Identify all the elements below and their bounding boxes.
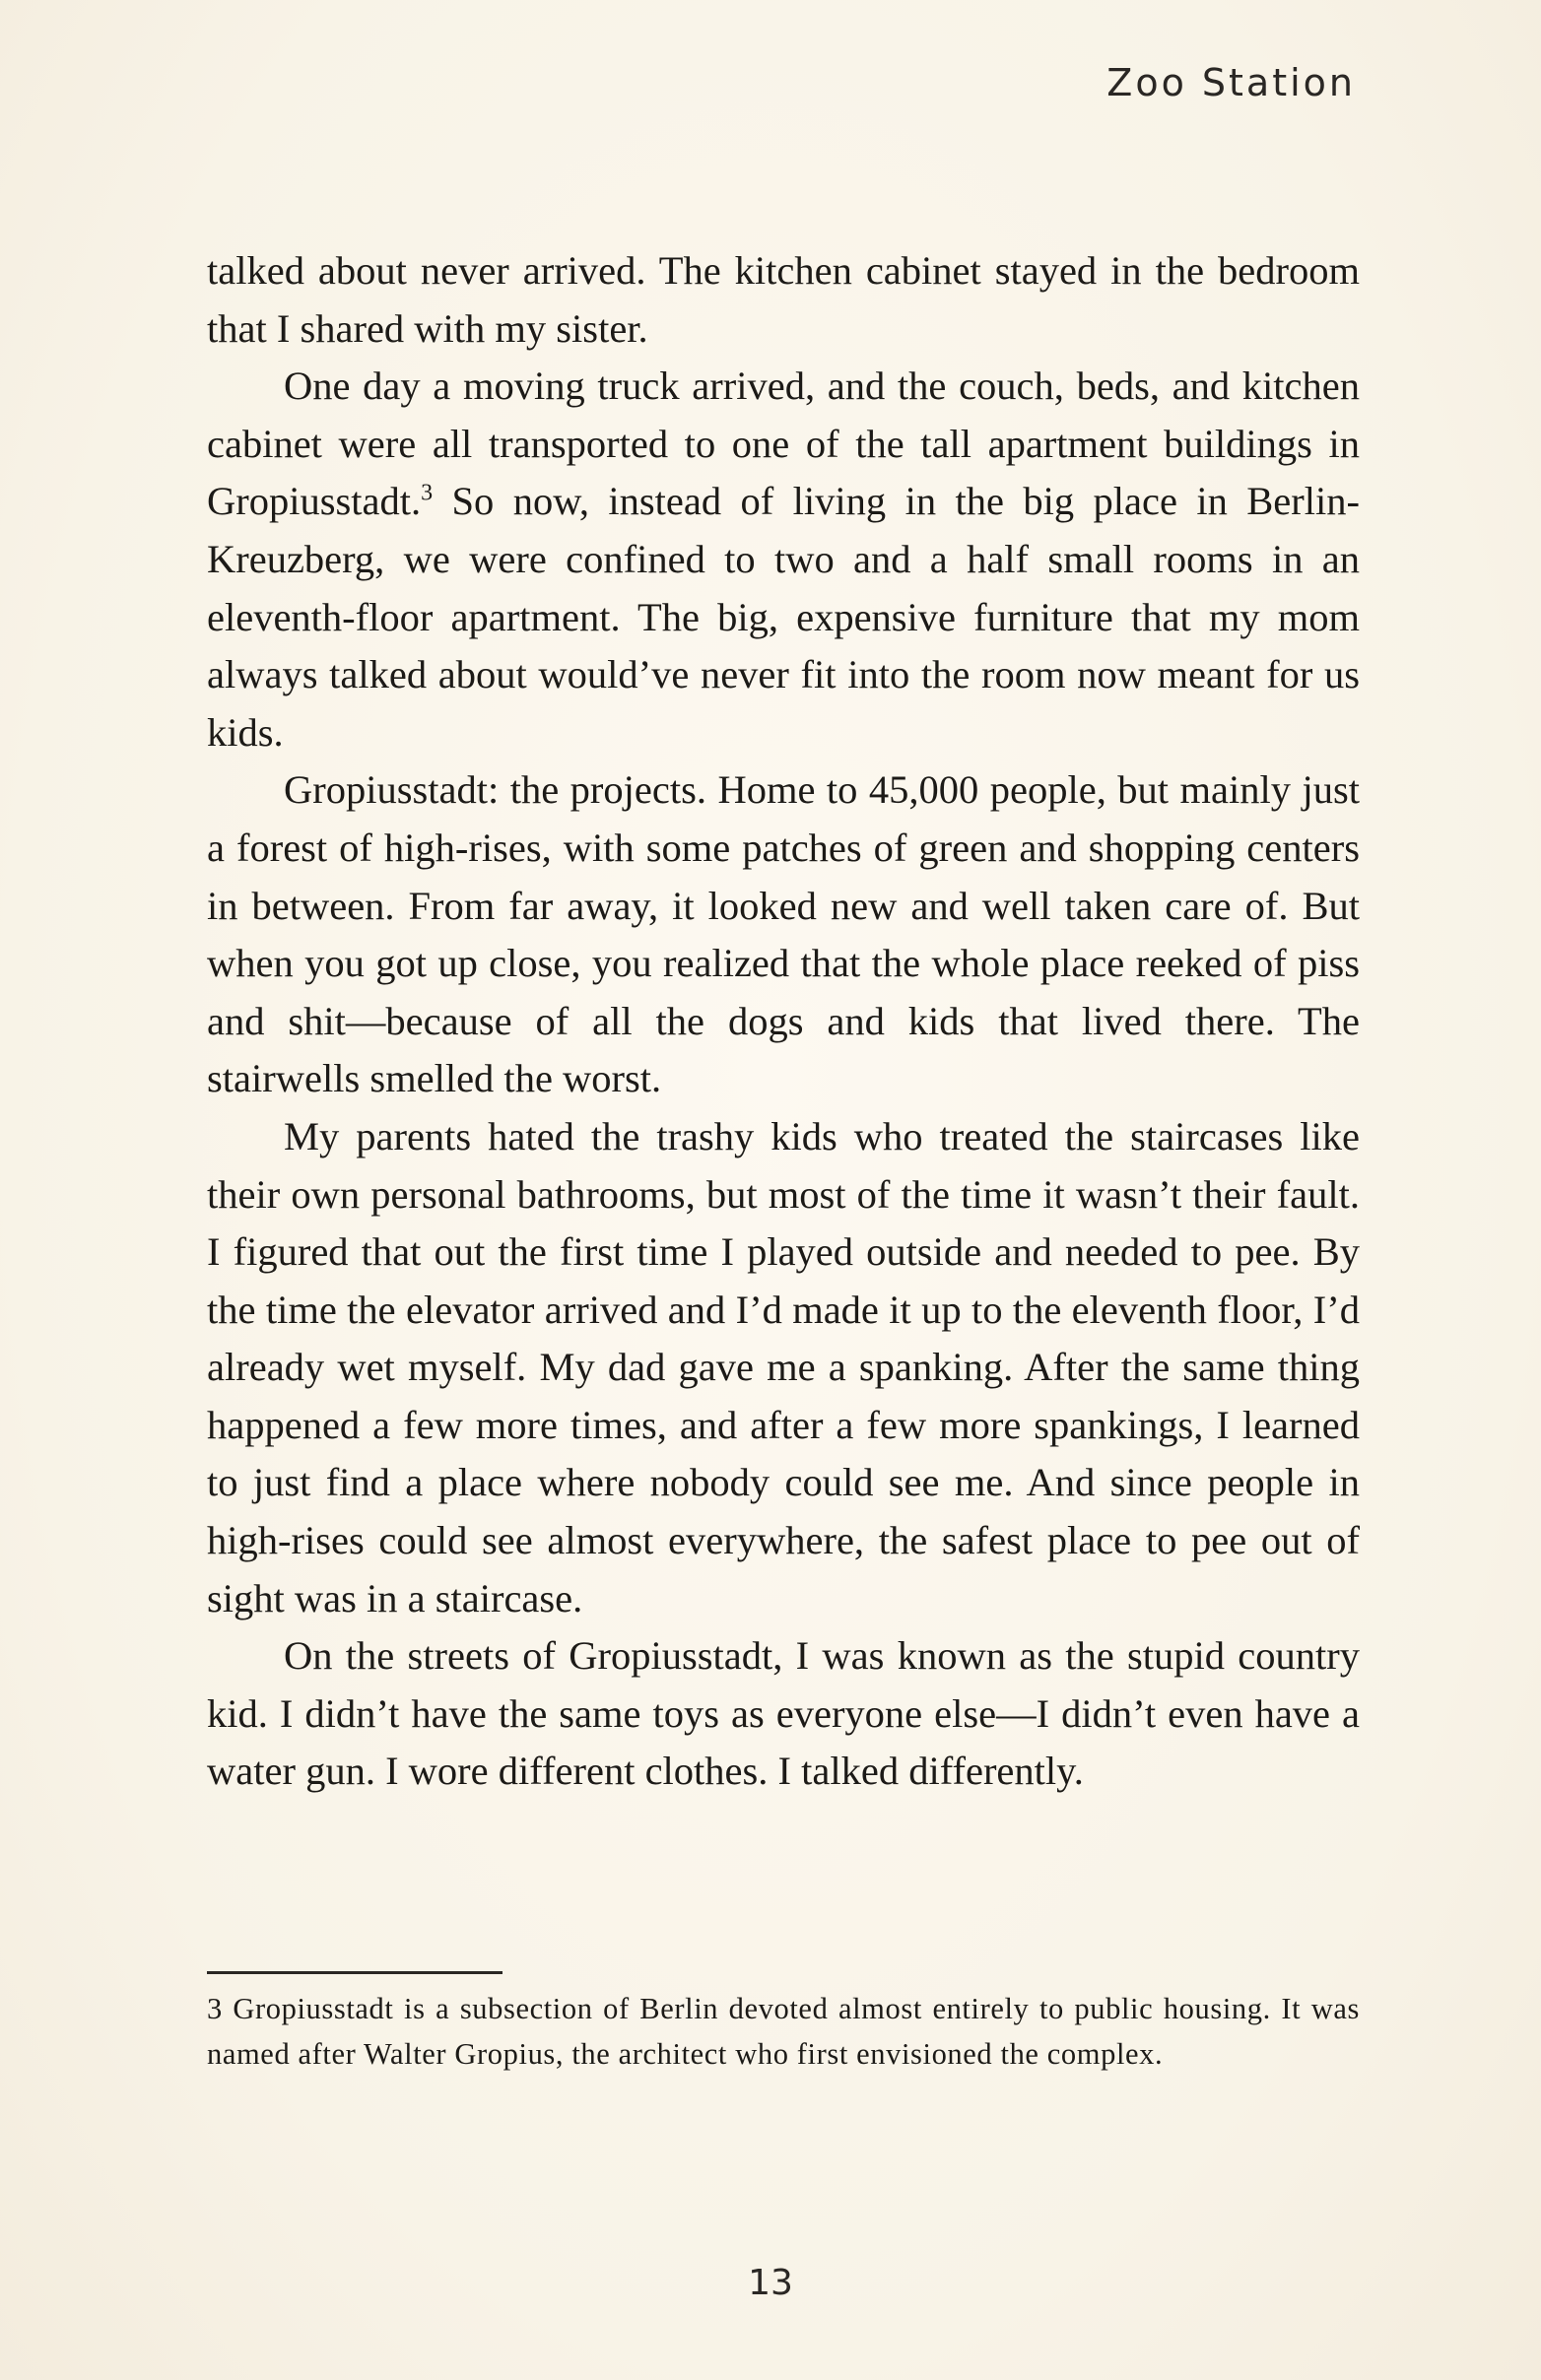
footnote-reference-3: 3 <box>421 480 434 506</box>
paragraph-2 <box>207 358 1360 761</box>
paragraph-2-text-before-ref: One day a moving truck arrived, and the couch, beds, and kitchen cabinet were all transported to one of the tall apartment buildings in Gropiusstadt. <box>207 364 1360 524</box>
running-head: Zoo Station <box>1106 61 1356 104</box>
paragraph-4: My parents hated the trashy kids who treated the staircases like their own personal bathrooms, but most of the time it wasn’t their fault. I figured that out the first time I played outside and needed to pee. By the time the elevator arrived and I’d made it up to the eleventh floor, I’d already wet myself. My dad gave me a spanking. After the same thing happened a few more times, and after a few more spankings, I learned to just find a place where nobody could see me. And since people in high-rises could see almost everywhere, the safest place to pee out of sight was in a staircase. <box>207 1113 1360 1620</box>
paragraph-2-text-after-ref: So now, instead of living in the big place in Berlin-Kreuzberg, we were confined to two and a half small rooms in an eleventh-floor apartment. The big, expensive furniture that my mom always talked about would’ve never fit into the room now meant for us kids. <box>207 479 1360 755</box>
footnote: 3 Gropiusstadt is a subsection of Berlin devoted almost entirely to public housing. It was named after Walter Gropius, the architect who first envisioned the complex. <box>207 1992 1360 2071</box>
paragraph-3: Gropiusstadt: the projects. Home to 45,000 people, but mainly just a forest of high-rises, with some patches of green and shopping centers in between. From far away, it looked new and well taken care of. But when you got up close, you realized that the whole place reeked of piss and shit—because of all the dogs and kids that lived there. The stairwells smelled the worst. <box>207 767 1360 1101</box>
body-text <box>207 242 1360 1801</box>
page-number: 13 <box>748 2263 793 2303</box>
footnote-divider <box>207 1971 502 1974</box>
paragraph-1: talked about never arrived. The kitchen cabinet stayed in the bedroom that I shared with my sister. <box>207 248 1360 351</box>
paragraph-5: On the streets of Gropiusstadt, I was known as the stupid country kid. I didn’t have the same toys as everyone else—I didn’t even have a water gun. I wore different clothes. I talked differently. <box>207 1633 1360 1794</box>
